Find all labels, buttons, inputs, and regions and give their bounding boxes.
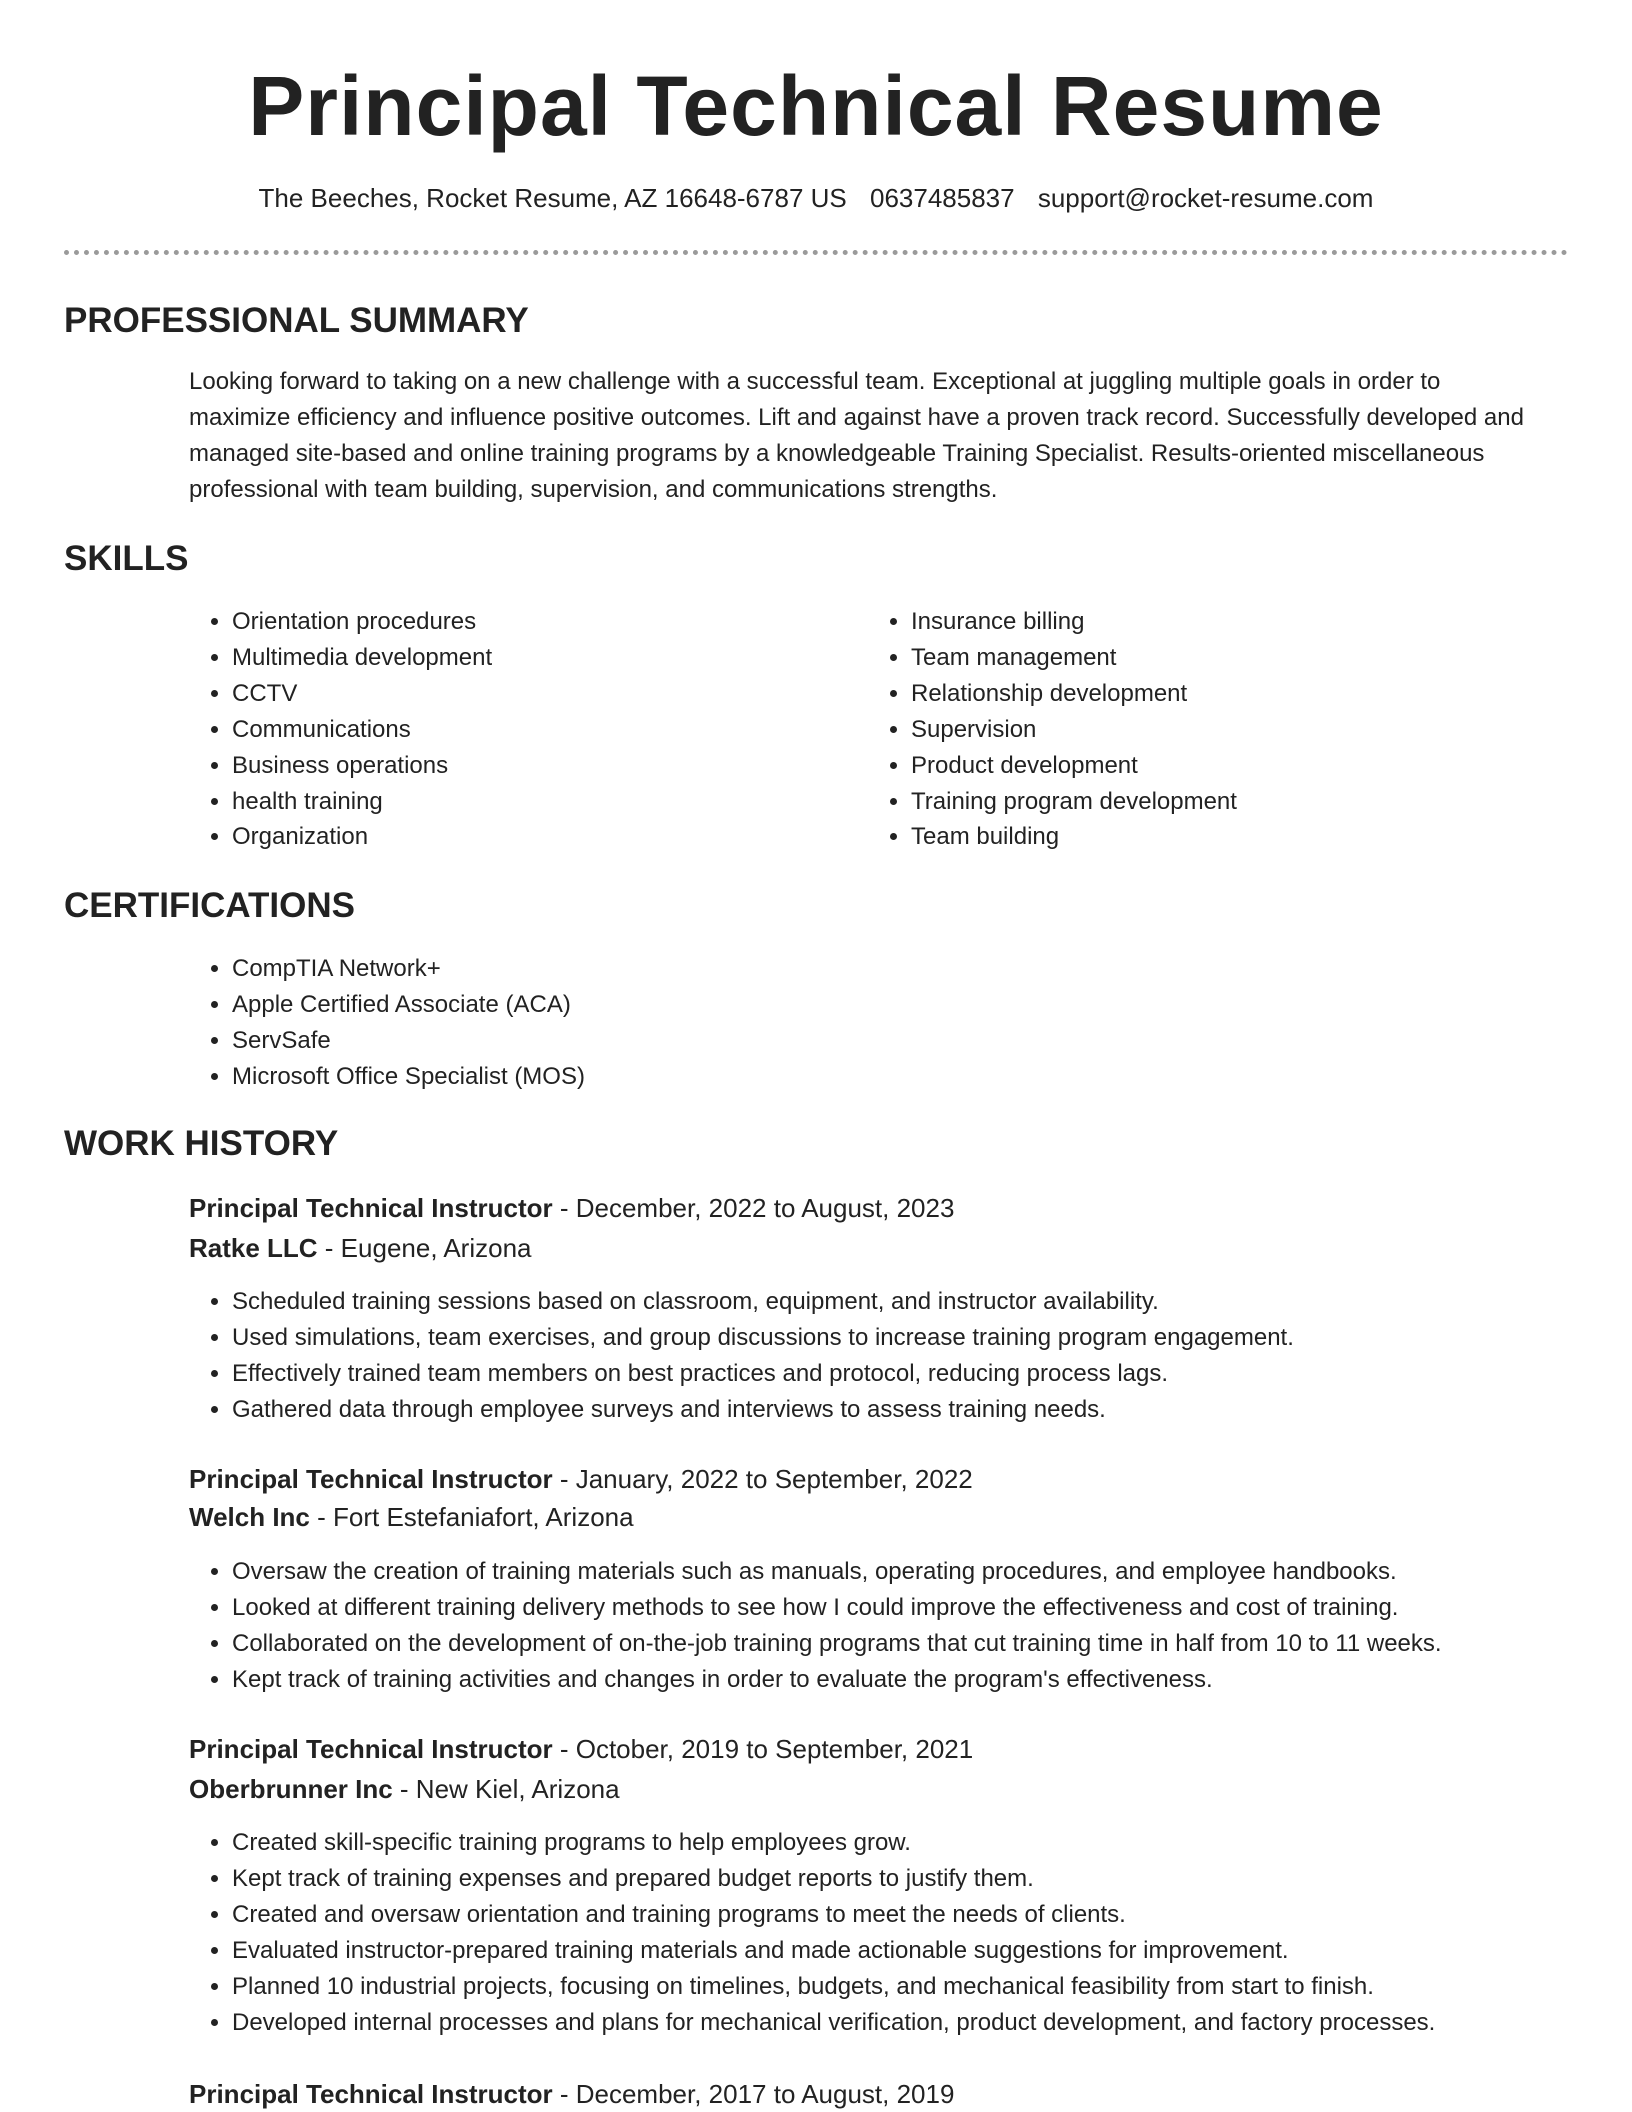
job-dates: - December, 2017 to August, 2019: [552, 2079, 955, 2109]
list-item: • Used simulations, team exercises, and group discussions to increase training program engagement.: [232, 1320, 1612, 1356]
summary-text: Looking forward to taking on a new challenge with a successful team. Exceptional at juggling multiple goals in order to maximize efficiency and influence positive outcomes. Lift and against have a proven track record. Successfully developed and managed site-based and online training programs by a knowledgeable Training Specialist. Results-oriented miscellaneous professional with team building, supervision, and communications strengths.: [189, 368, 1524, 503]
header-divider: [64, 250, 1568, 255]
job-company-line: [189, 1230, 532, 1266]
skills-list-right: [868, 604, 1561, 855]
job-company: Oberbrunner Inc: [189, 1774, 393, 1804]
list-item: • ServSafe: [232, 1023, 1532, 1059]
job-title-line: [189, 1731, 973, 1767]
list-item: • Kept track of training activities and changes in order to evaluate the program's effectiveness.: [232, 1662, 1612, 1698]
list-item: • Evaluated instructor-prepared training materials and made actionable suggestions for improvement.: [232, 1933, 1632, 1969]
list-item: • Business operations: [232, 748, 832, 784]
job-company-line: [189, 1499, 634, 1535]
resume-name: Principal Technical Resume: [248, 59, 1384, 153]
job-bullets: [189, 1284, 1612, 1428]
job-company: Ratke LLC: [189, 1233, 318, 1263]
list-item: • Relationship development: [911, 676, 1561, 712]
list-item: • Looked at different training delivery methods to see how I could improve the effectiveness and cost of training.: [232, 1590, 1612, 1626]
list-item: • Gathered data through employee surveys and interviews to assess training needs.: [232, 1392, 1612, 1428]
list-item: • Microsoft Office Specialist (MOS): [232, 1059, 1532, 1095]
list-item: • Created and oversaw orientation and training programs to meet the needs of clients.: [232, 1897, 1632, 1933]
list-item: • Developed internal processes and plans for mechanical verification, product development, and factory processes.: [232, 2005, 1632, 2041]
skills-title: SKILLS: [64, 539, 189, 578]
address: The Beeches, Rocket Resume, AZ 16648-6787 US: [258, 183, 847, 213]
work-history-title: WORK HISTORY: [64, 1124, 339, 1163]
list-item: • Supervision: [911, 712, 1561, 748]
summary-title: PROFESSIONAL SUMMARY: [64, 301, 529, 340]
list-item: • Training program development: [911, 784, 1561, 820]
job-role: Principal Technical Instructor: [189, 1464, 553, 1494]
job-company-line: [189, 1771, 620, 1807]
job-location: - Fort Estefaniafort, Arizona: [309, 1502, 634, 1532]
list-item: • Communications: [232, 712, 832, 748]
list-item: • Created skill-specific training programs to help employees grow.: [232, 1825, 1632, 1861]
job-bullets: [189, 1825, 1632, 2041]
contact-line: [0, 180, 1632, 216]
list-item: • Multimedia development: [232, 640, 832, 676]
list-item: • Scheduled training sessions based on classroom, equipment, and instructor availability.: [232, 1284, 1612, 1320]
certifications-list: [189, 951, 1532, 1095]
job-title-line: [189, 2076, 954, 2112]
list-item: • Insurance billing: [911, 604, 1561, 640]
job-role: Principal Technical Instructor: [189, 2079, 553, 2109]
skills-list-left: [189, 604, 832, 855]
job-dates: - January, 2022 to September, 2022: [552, 1464, 973, 1494]
list-item: • Product development: [911, 748, 1561, 784]
job-company: Welch Inc: [189, 1502, 310, 1532]
list-item: • Kept track of training expenses and prepared budget reports to justify them.: [232, 1861, 1632, 1897]
job-dates: - December, 2022 to August, 2023: [552, 1193, 955, 1223]
list-item: • Organization: [232, 819, 832, 855]
job-location: - New Kiel, Arizona: [392, 1774, 620, 1804]
job-role: Principal Technical Instructor: [189, 1193, 553, 1223]
list-item: • Oversaw the creation of training materials such as manuals, operating procedures, and employee handbooks.: [232, 1554, 1612, 1590]
list-item: • health training: [232, 784, 832, 820]
list-item: • Team management: [911, 640, 1561, 676]
list-item: • Apple Certified Associate (ACA): [232, 987, 1532, 1023]
list-item: • Orientation procedures: [232, 604, 832, 640]
job-role: Principal Technical Instructor: [189, 1734, 553, 1764]
phone: 0637485837: [869, 183, 1015, 213]
list-item: • CCTV: [232, 676, 832, 712]
list-item: • Effectively trained team members on best practices and protocol, reducing process lags.: [232, 1356, 1612, 1392]
job-title-line: [189, 1461, 973, 1497]
email: support@rocket-resume.com: [1037, 183, 1374, 213]
job-bullets: [189, 1554, 1612, 1698]
list-item: • Planned 10 industrial projects, focusing on timelines, budgets, and mechanical feasibility from start to finish.: [232, 1969, 1632, 2005]
list-item: • Collaborated on the development of on-the-job training programs that cut training time in half from 10 to 11 weeks.: [232, 1626, 1612, 1662]
list-item: • Team building: [911, 819, 1561, 855]
job-dates: - October, 2019 to September, 2021: [552, 1734, 974, 1764]
certifications-title: CERTIFICATIONS: [64, 886, 356, 925]
list-item: • CompTIA Network+: [232, 951, 1532, 987]
job-title-line: [189, 1190, 954, 1226]
job-location: - Eugene, Arizona: [317, 1233, 532, 1263]
